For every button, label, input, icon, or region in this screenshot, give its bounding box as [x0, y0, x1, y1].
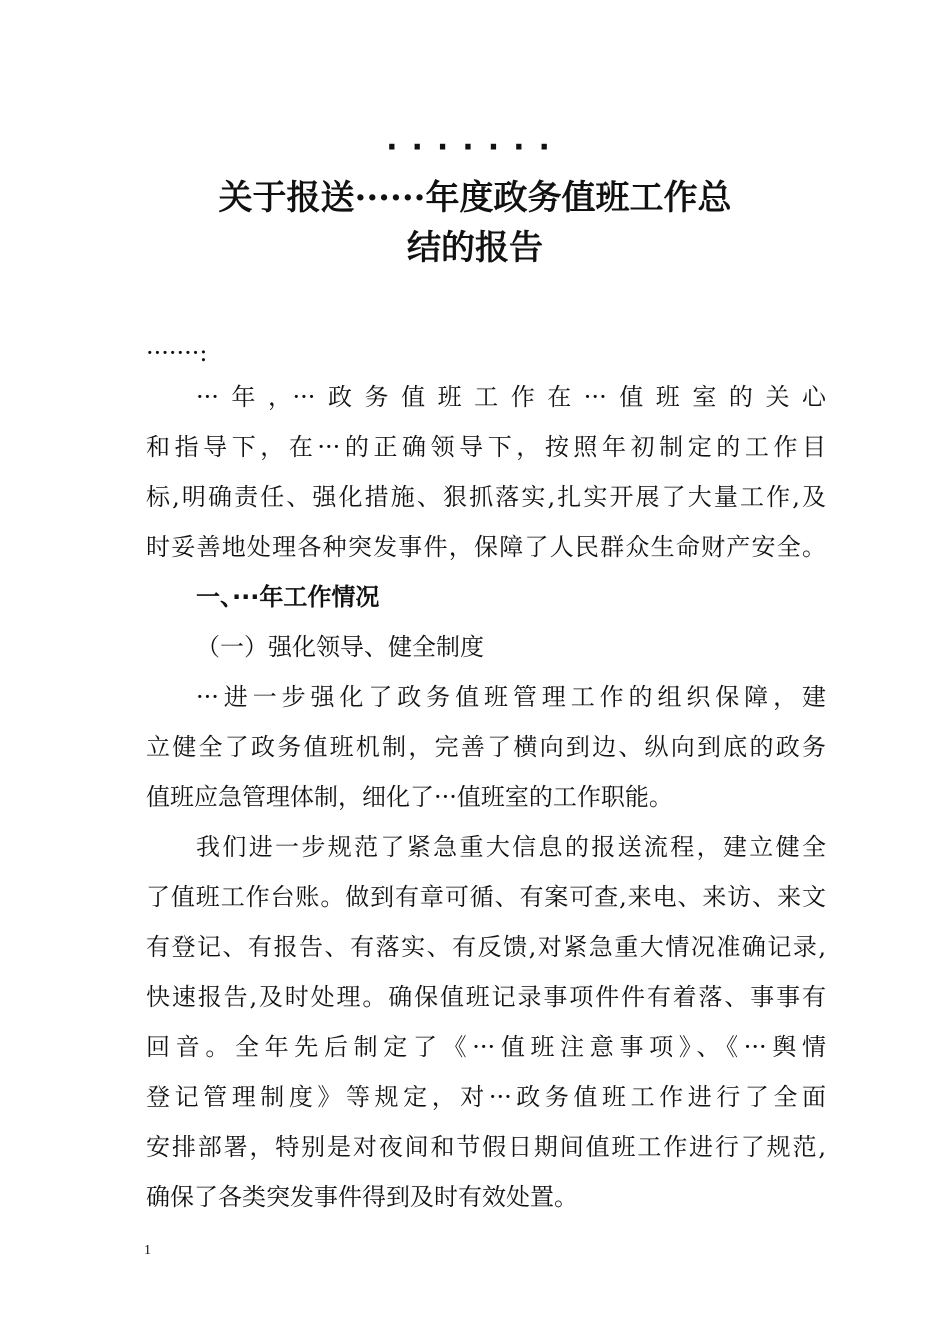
body-line: 有登记、有报告、有落实、有反馈,对紧急重大情况准确记录,	[146, 933, 826, 961]
body-line: 我们进一步规范了紧急重大信息的报送流程，建立健全	[196, 833, 826, 861]
top-placeholder-mark: ·······	[386, 130, 564, 165]
body-line: ···年，···政务值班工作在···值班室的关心	[196, 383, 826, 411]
body-line: 安排部署，特别是对夜间和节假日期间值班工作进行了规范,	[146, 1133, 826, 1161]
body-line: 值班应急管理体制，细化了···值班室的工作职能。	[146, 783, 673, 811]
body-line: ···进一步强化了政务值班管理工作的组织保障，建	[196, 683, 826, 711]
document-title-line-2: 结的报告	[407, 228, 543, 268]
body-line: 确保了各类突发事件得到及时有效处置。	[146, 1183, 578, 1211]
body-line: 和指导下，在···的正确领导下，按照年初制定的工作目	[146, 433, 826, 461]
body-line: 时妥善地处理各种突发事件，保障了人民群众生命财产安全。	[146, 533, 826, 561]
section-heading: 一、···年工作情况	[196, 583, 380, 611]
salutation: ·······:	[146, 339, 208, 367]
document-title-line-1: 关于报送······年度政务值班工作总	[218, 178, 732, 218]
body-line: 回音。全年先后制定了《···值班注意事项》、《···舆情	[146, 1033, 826, 1061]
body-line: 快速报告,及时处理。确保值班记录事项件件有着落、事事有	[146, 983, 826, 1011]
subsection-heading: （一）强化领导、健全制度	[196, 633, 484, 661]
body-line: 了值班工作台账。做到有章可循、有案可查,来电、来访、来文	[146, 883, 826, 911]
page-number: 1	[144, 1243, 151, 1258]
body-line: 立健全了政务值班机制，完善了横向到边、纵向到底的政务	[146, 733, 826, 761]
body-line: 标,明确责任、强化措施、狠抓落实,扎实开展了大量工作,及	[146, 483, 826, 511]
body-line: 登记管理制度》等规定，对···政务值班工作进行了全面	[146, 1083, 826, 1111]
